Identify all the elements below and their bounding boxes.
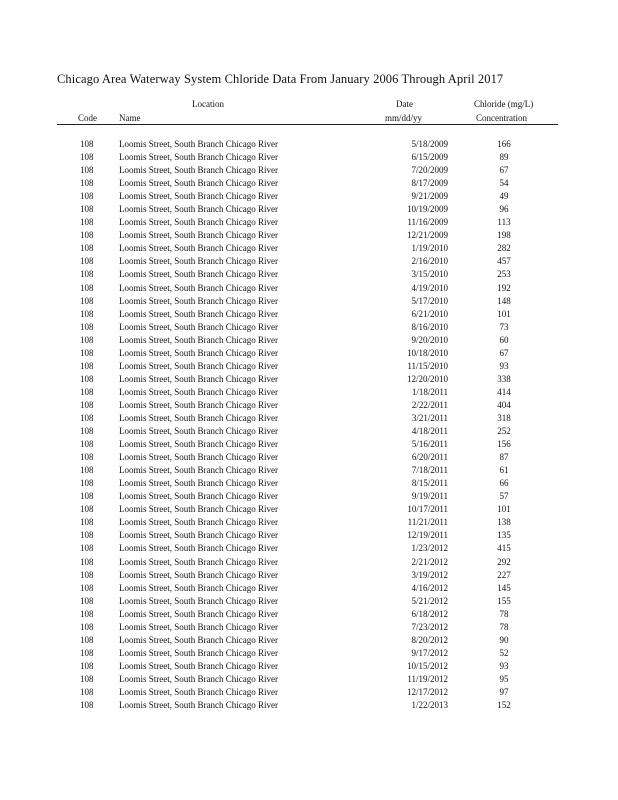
row-chloride-value: 78 xyxy=(499,608,509,619)
row-chloride-value: 67 xyxy=(499,347,509,358)
row-chloride-value: 152 xyxy=(497,700,511,711)
row-code: 108 xyxy=(80,530,94,541)
row-chloride-value: 113 xyxy=(497,217,511,228)
row-code: 108 xyxy=(80,204,94,215)
row-date: 2/22/2011 xyxy=(411,399,448,410)
row-date: 6/18/2012 xyxy=(411,608,448,619)
row-code: 108 xyxy=(80,491,94,502)
row-location-name: Loomis Street, South Branch Chicago River xyxy=(119,269,278,280)
row-chloride-value: 227 xyxy=(497,569,511,580)
table-row xyxy=(0,177,618,190)
row-date: 10/18/2010 xyxy=(406,347,448,358)
row-code: 108 xyxy=(80,647,94,658)
row-date: 9/17/2012 xyxy=(411,647,448,658)
table-row xyxy=(0,242,618,255)
row-code: 108 xyxy=(80,595,94,606)
header-date-format: mm/dd/yy xyxy=(385,113,423,123)
row-chloride-value: 457 xyxy=(497,256,511,267)
row-date: 6/15/2009 xyxy=(411,152,448,163)
row-location-name: Loomis Street, South Branch Chicago River xyxy=(119,295,278,306)
row-code: 108 xyxy=(80,452,94,463)
row-date: 8/15/2011 xyxy=(411,478,448,489)
row-code: 108 xyxy=(80,399,94,410)
table-row xyxy=(0,529,618,542)
row-chloride-value: 166 xyxy=(497,139,511,149)
row-location-name: Loomis Street, South Branch Chicago River xyxy=(119,595,278,606)
row-chloride-value: 292 xyxy=(497,556,511,567)
data-table xyxy=(0,138,618,712)
row-date: 11/15/2010 xyxy=(407,360,448,371)
table-row xyxy=(0,255,618,268)
row-chloride-value: 66 xyxy=(499,478,509,489)
row-chloride-value: 60 xyxy=(499,334,509,345)
row-chloride-value: 198 xyxy=(497,230,511,241)
row-code: 108 xyxy=(80,321,94,332)
table-row xyxy=(0,673,618,686)
row-chloride-value: 67 xyxy=(499,165,509,176)
table-row xyxy=(0,373,618,386)
row-date: 7/23/2012 xyxy=(411,621,448,632)
row-code: 108 xyxy=(80,282,94,293)
row-location-name: Loomis Street, South Branch Chicago River xyxy=(119,334,278,345)
table-row xyxy=(0,451,618,464)
row-location-name: Loomis Street, South Branch Chicago River xyxy=(119,634,278,645)
table-row xyxy=(0,138,618,151)
row-chloride-value: 89 xyxy=(499,152,509,163)
header-chloride: Chloride (mg/L) xyxy=(474,99,534,109)
row-date: 3/21/2011 xyxy=(411,412,448,423)
row-location-name: Loomis Street, South Branch Chicago River xyxy=(119,621,278,632)
row-location-name: Loomis Street, South Branch Chicago River xyxy=(119,660,278,671)
row-date: 2/16/2010 xyxy=(411,256,448,267)
table-row xyxy=(0,164,618,177)
table-row xyxy=(0,542,618,555)
row-code: 108 xyxy=(80,347,94,358)
row-date: 12/17/2012 xyxy=(406,686,448,697)
table-row xyxy=(0,190,618,203)
row-date: 10/19/2009 xyxy=(406,204,448,215)
table-row xyxy=(0,386,618,399)
table-row xyxy=(0,686,618,699)
row-date: 9/20/2010 xyxy=(411,334,448,345)
table-row xyxy=(0,438,618,451)
row-location-name: Loomis Street, South Branch Chicago River xyxy=(119,491,278,502)
row-chloride-value: 192 xyxy=(497,282,511,293)
row-date: 2/21/2012 xyxy=(411,556,448,567)
row-location-name: Loomis Street, South Branch Chicago River xyxy=(119,478,278,489)
row-date: 12/20/2010 xyxy=(406,373,448,384)
row-code: 108 xyxy=(80,191,94,202)
row-location-name: Loomis Street, South Branch Chicago River xyxy=(119,191,278,202)
row-code: 108 xyxy=(80,360,94,371)
row-location-name: Loomis Street, South Branch Chicago River xyxy=(119,673,278,684)
row-chloride-value: 101 xyxy=(497,504,511,515)
row-code: 108 xyxy=(80,217,94,228)
row-code: 108 xyxy=(80,243,94,254)
row-date: 10/15/2012 xyxy=(406,660,448,671)
table-row xyxy=(0,216,618,229)
row-code: 108 xyxy=(80,621,94,632)
row-code: 108 xyxy=(80,139,94,149)
row-chloride-value: 93 xyxy=(499,360,509,371)
row-location-name: Loomis Street, South Branch Chicago River xyxy=(119,426,278,437)
row-chloride-value: 318 xyxy=(497,412,511,423)
table-row xyxy=(0,595,618,608)
header-rule xyxy=(57,124,558,125)
row-location-name: Loomis Street, South Branch Chicago River xyxy=(119,686,278,697)
row-date: 7/20/2009 xyxy=(411,165,448,176)
row-code: 108 xyxy=(80,517,94,528)
row-chloride-value: 78 xyxy=(499,621,509,632)
row-code: 108 xyxy=(80,178,94,189)
row-location-name: Loomis Street, South Branch Chicago River xyxy=(119,360,278,371)
table-row xyxy=(0,295,618,308)
row-chloride-value: 87 xyxy=(499,452,509,463)
row-location-name: Loomis Street, South Branch Chicago River xyxy=(119,543,278,554)
row-location-name: Loomis Street, South Branch Chicago River xyxy=(119,308,278,319)
table-row xyxy=(0,268,618,281)
row-code: 108 xyxy=(80,152,94,163)
row-date: 11/19/2012 xyxy=(407,673,448,684)
row-location-name: Loomis Street, South Branch Chicago River xyxy=(119,204,278,215)
row-date: 6/20/2011 xyxy=(411,452,448,463)
row-chloride-value: 101 xyxy=(497,308,511,319)
row-date: 4/19/2010 xyxy=(411,282,448,293)
row-chloride-value: 156 xyxy=(497,439,511,450)
table-row xyxy=(0,203,618,216)
table-row xyxy=(0,634,618,647)
row-code: 108 xyxy=(80,334,94,345)
table-row xyxy=(0,334,618,347)
row-date: 8/16/2010 xyxy=(411,321,448,332)
row-location-name: Loomis Street, South Branch Chicago River xyxy=(119,256,278,267)
row-chloride-value: 138 xyxy=(497,517,511,528)
header-date: Date xyxy=(396,99,413,109)
row-code: 108 xyxy=(80,608,94,619)
row-location-name: Loomis Street, South Branch Chicago River xyxy=(119,373,278,384)
row-chloride-value: 49 xyxy=(499,191,509,202)
row-location-name: Loomis Street, South Branch Chicago River xyxy=(119,582,278,593)
header-name: Name xyxy=(119,113,141,123)
row-location-name: Loomis Street, South Branch Chicago River xyxy=(119,412,278,423)
row-chloride-value: 90 xyxy=(499,634,509,645)
table-row xyxy=(0,503,618,516)
row-date: 12/19/2011 xyxy=(407,530,448,541)
row-code: 108 xyxy=(80,295,94,306)
row-code: 108 xyxy=(80,569,94,580)
row-date: 1/23/2012 xyxy=(411,543,448,554)
row-chloride-value: 95 xyxy=(499,673,509,684)
row-code: 108 xyxy=(80,504,94,515)
row-location-name: Loomis Street, South Branch Chicago River xyxy=(119,165,278,176)
row-location-name: Loomis Street, South Branch Chicago River xyxy=(119,530,278,541)
table-row xyxy=(0,490,618,503)
row-code: 108 xyxy=(80,230,94,241)
row-code: 108 xyxy=(80,582,94,593)
table-row xyxy=(0,151,618,164)
document-title: Chicago Area Waterway System Chloride Data From January 2006 Through April 2017 xyxy=(57,72,504,86)
row-location-name: Loomis Street, South Branch Chicago River xyxy=(119,178,278,189)
row-date: 5/21/2012 xyxy=(411,595,448,606)
row-chloride-value: 97 xyxy=(499,686,509,697)
table-row xyxy=(0,347,618,360)
table-row xyxy=(0,464,618,477)
table-row xyxy=(0,621,618,634)
row-code: 108 xyxy=(80,543,94,554)
row-code: 108 xyxy=(80,256,94,267)
row-date: 9/21/2009 xyxy=(411,191,448,202)
row-location-name: Loomis Street, South Branch Chicago River xyxy=(119,439,278,450)
table-row xyxy=(0,360,618,373)
row-code: 108 xyxy=(80,465,94,476)
table-row xyxy=(0,399,618,412)
row-location-name: Loomis Street, South Branch Chicago River xyxy=(119,217,278,228)
table-row xyxy=(0,308,618,321)
row-chloride-value: 73 xyxy=(499,321,509,332)
row-location-name: Loomis Street, South Branch Chicago River xyxy=(119,608,278,619)
row-location-name: Loomis Street, South Branch Chicago River xyxy=(119,517,278,528)
row-date: 11/16/2009 xyxy=(407,217,448,228)
row-chloride-value: 135 xyxy=(497,530,511,541)
row-chloride-value: 54 xyxy=(499,178,509,189)
row-date: 1/22/2013 xyxy=(411,700,448,711)
row-code: 108 xyxy=(80,439,94,450)
row-chloride-value: 57 xyxy=(499,491,509,502)
row-location-name: Loomis Street, South Branch Chicago River xyxy=(119,282,278,293)
row-code: 108 xyxy=(80,165,94,176)
row-chloride-value: 253 xyxy=(497,269,511,280)
row-location-name: Loomis Street, South Branch Chicago River xyxy=(119,230,278,241)
header-code: Code xyxy=(78,113,97,123)
row-code: 108 xyxy=(80,412,94,423)
row-chloride-value: 148 xyxy=(497,295,511,306)
row-location-name: Loomis Street, South Branch Chicago River xyxy=(119,152,278,163)
row-date: 3/15/2010 xyxy=(411,269,448,280)
row-chloride-value: 338 xyxy=(497,373,511,384)
row-code: 108 xyxy=(80,700,94,711)
row-chloride-value: 93 xyxy=(499,660,509,671)
row-location-name: Loomis Street, South Branch Chicago River xyxy=(119,386,278,397)
row-date: 7/18/2011 xyxy=(411,465,448,476)
row-location-name: Loomis Street, South Branch Chicago River xyxy=(119,321,278,332)
table-row xyxy=(0,647,618,660)
row-location-name: Loomis Street, South Branch Chicago River xyxy=(119,399,278,410)
row-date: 8/20/2012 xyxy=(411,634,448,645)
row-date: 5/17/2010 xyxy=(411,295,448,306)
table-row xyxy=(0,582,618,595)
row-date: 6/21/2010 xyxy=(411,308,448,319)
table-row xyxy=(0,477,618,490)
row-date: 3/19/2012 xyxy=(411,569,448,580)
row-chloride-value: 145 xyxy=(497,582,511,593)
row-date: 5/18/2009 xyxy=(411,139,448,149)
row-code: 108 xyxy=(80,373,94,384)
header-concentration: Concentration xyxy=(476,113,527,123)
row-code: 108 xyxy=(80,660,94,671)
table-row xyxy=(0,229,618,242)
table-row xyxy=(0,556,618,569)
row-chloride-value: 415 xyxy=(497,543,511,554)
row-date: 4/16/2012 xyxy=(411,582,448,593)
table-row xyxy=(0,282,618,295)
header-location: Location xyxy=(192,99,224,109)
row-location-name: Loomis Street, South Branch Chicago River xyxy=(119,569,278,580)
row-date: 5/16/2011 xyxy=(411,439,448,450)
row-date: 12/21/2009 xyxy=(406,230,448,241)
row-chloride-value: 282 xyxy=(497,243,511,254)
row-chloride-value: 404 xyxy=(497,399,511,410)
row-code: 108 xyxy=(80,269,94,280)
row-location-name: Loomis Street, South Branch Chicago River xyxy=(119,465,278,476)
row-code: 108 xyxy=(80,673,94,684)
row-date: 11/21/2011 xyxy=(407,517,448,528)
table-row xyxy=(0,608,618,621)
row-chloride-value: 252 xyxy=(497,426,511,437)
row-date: 1/19/2010 xyxy=(411,243,448,254)
table-row xyxy=(0,321,618,334)
row-chloride-value: 52 xyxy=(499,647,509,658)
row-code: 108 xyxy=(80,556,94,567)
row-date: 10/17/2011 xyxy=(407,504,448,515)
row-code: 108 xyxy=(80,386,94,397)
table-row xyxy=(0,412,618,425)
row-location-name: Loomis Street, South Branch Chicago River xyxy=(119,556,278,567)
row-code: 108 xyxy=(80,308,94,319)
table-row xyxy=(0,569,618,582)
table-row xyxy=(0,699,618,712)
row-location-name: Loomis Street, South Branch Chicago River xyxy=(119,139,278,149)
row-location-name: Loomis Street, South Branch Chicago River xyxy=(119,700,278,711)
row-code: 108 xyxy=(80,686,94,697)
row-location-name: Loomis Street, South Branch Chicago River xyxy=(119,504,278,515)
row-chloride-value: 96 xyxy=(499,204,509,215)
row-location-name: Loomis Street, South Branch Chicago River xyxy=(119,243,278,254)
row-location-name: Loomis Street, South Branch Chicago River xyxy=(119,647,278,658)
row-chloride-value: 155 xyxy=(497,595,511,606)
table-row xyxy=(0,660,618,673)
table-row xyxy=(0,425,618,438)
table-row xyxy=(0,516,618,529)
row-code: 108 xyxy=(80,634,94,645)
row-code: 108 xyxy=(80,478,94,489)
row-chloride-value: 414 xyxy=(497,386,511,397)
row-chloride-value: 61 xyxy=(499,465,509,476)
row-date: 4/18/2011 xyxy=(411,426,448,437)
row-date: 9/19/2011 xyxy=(411,491,448,502)
row-code: 108 xyxy=(80,426,94,437)
row-location-name: Loomis Street, South Branch Chicago River xyxy=(119,347,278,358)
row-date: 1/18/2011 xyxy=(411,386,448,397)
row-date: 8/17/2009 xyxy=(411,178,448,189)
row-location-name: Loomis Street, South Branch Chicago River xyxy=(119,452,278,463)
